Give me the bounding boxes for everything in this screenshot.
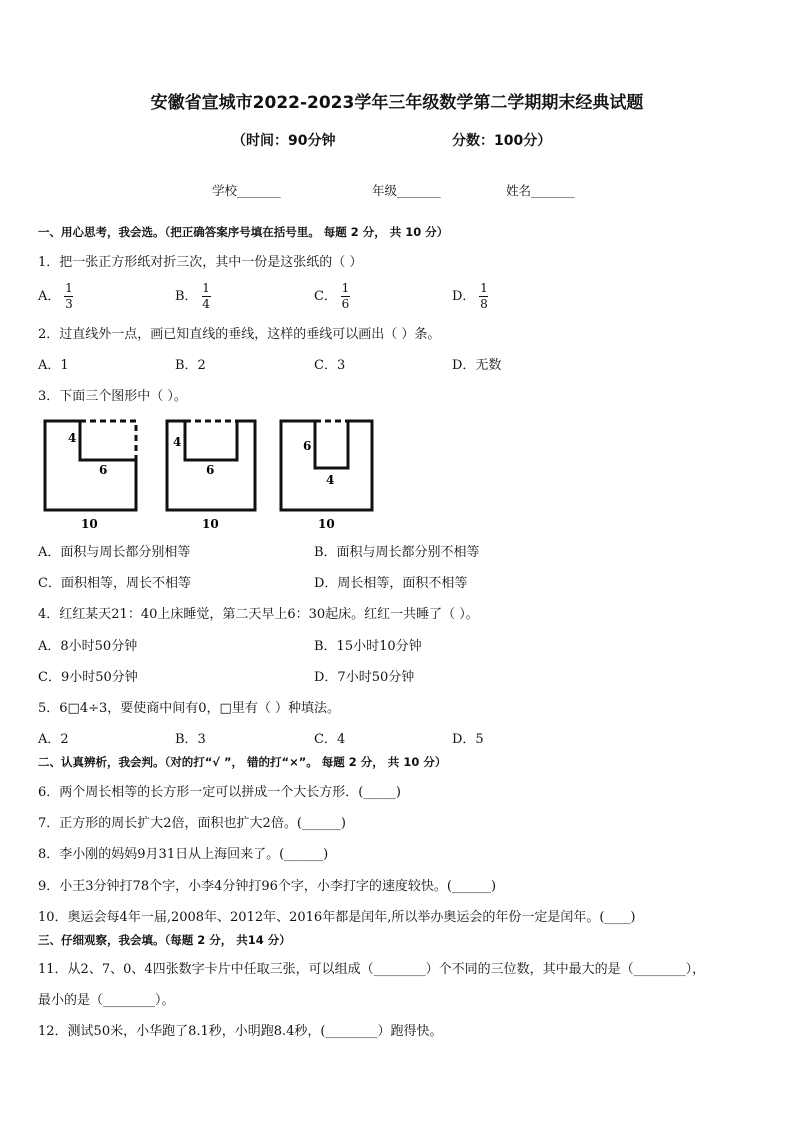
fig1-side-label: 4 (68, 431, 77, 445)
numerator: 1 (65, 281, 73, 295)
q5-option-c[interactable]: C．4 (314, 732, 346, 747)
q4-option-d[interactable]: D．7小时50分钟 (314, 670, 415, 685)
q4-option-b[interactable]: B．15小时10分钟 (314, 639, 422, 654)
exam-score: 分数：100分） (452, 133, 552, 149)
option-label: A． (38, 289, 61, 304)
fig3-base-label: 10 (318, 517, 335, 531)
numerator: 1 (202, 281, 210, 295)
question-12[interactable]: 12．测试50米，小华跑了8.1秒，小明跑8.4秒，(________）跑得快。 (38, 1024, 443, 1039)
q4-option-a[interactable]: A．8小时50分钟 (38, 639, 138, 654)
q1-option-a[interactable] (38, 282, 73, 311)
q1-option-b[interactable] (175, 282, 211, 311)
exam-title: 安徽省宣城市2022-2023学年三年级数学第二学期期末经典试题 (150, 93, 644, 113)
section-1-heading: 一、用心思考，我会选。（把正确答案序号填在括号里。 每题 2 分， 共 10 分） (38, 225, 449, 239)
section-2-heading: 二、认真辨析，我会判。（对的打“√ ”， 错的打“×”。 每题 2 分， 共 10 分） (38, 755, 447, 769)
section-3-heading: 三、仔细观察，我会填。（每题 2 分， 共14 分） (38, 933, 291, 947)
question-4-stem: 4．红红某天21：40上床睡觉，第二天早上6：30起床。红红一共睡了（ ）。 (38, 607, 479, 622)
fraction (479, 282, 488, 311)
fig3-inner-label: 4 (326, 473, 335, 487)
fraction (64, 282, 73, 311)
fraction (341, 282, 350, 311)
option-label: B． (175, 289, 198, 304)
fig2-base-label: 10 (202, 517, 219, 531)
q3-figure-3 (281, 421, 372, 531)
q2-option-b[interactable]: B．2 (175, 358, 206, 373)
question-8[interactable]: 8．李小刚的妈妈9月31日从上海回来了。(______) (38, 847, 329, 862)
question-11-line-1[interactable]: 11．从2、7、0、4四张数字卡片中任取三张，可以组成（________）个不同的三位数，其中最大的是（________）， (38, 962, 706, 977)
q2-option-d[interactable]: D．无数 (452, 358, 502, 373)
question-6[interactable]: 6．两个周长相等的长方形一定可以拼成一个大长方形．(_____) (38, 785, 401, 800)
numerator: 1 (480, 281, 488, 295)
option-label: C． (314, 289, 337, 304)
q3-figure-1 (45, 421, 136, 531)
q3-figure-2 (167, 421, 255, 531)
denominator: 8 (480, 297, 488, 311)
fig1-inner-label: 6 (99, 463, 108, 477)
exam-time: （时间：90分钟 (232, 133, 336, 149)
q3-option-b[interactable]: B．面积与周长都分别不相等 (314, 545, 480, 560)
fig2-inner-label: 6 (206, 463, 215, 477)
q1-option-c[interactable] (314, 282, 350, 311)
question-3-stem: 3．下面三个图形中（ ）。 (38, 389, 187, 404)
q3-option-d[interactable]: D．周长相等，面积不相等 (314, 576, 468, 591)
question-7[interactable]: 7．正方形的周长扩大2倍，面积也扩大2倍。(______) (38, 816, 346, 831)
question-11-line-2[interactable]: 最小的是（________）。 (38, 993, 175, 1008)
denominator: 6 (341, 297, 350, 311)
q5-option-d[interactable]: D．5 (452, 732, 484, 747)
option-label: D． (452, 289, 476, 304)
q4-option-c[interactable]: C．9小时50分钟 (38, 670, 138, 685)
numerator: 1 (341, 281, 350, 295)
denominator: 3 (65, 297, 73, 311)
q3-option-c[interactable]: C．面积相等，周长不相等 (38, 576, 191, 591)
question-2-stem: 2．过直线外一点，画已知直线的垂线，这样的垂线可以画出（ ）条。 (38, 327, 441, 342)
fraction (202, 282, 211, 311)
question-5-stem: 5．6□4÷3，要使商中间有0，□里有（ ）种填法。 (38, 701, 340, 716)
q5-option-a[interactable]: A．2 (38, 732, 69, 747)
q2-option-a[interactable]: A．1 (38, 358, 69, 373)
fig1-base-label: 10 (81, 517, 98, 531)
q1-option-d[interactable] (452, 282, 488, 311)
denominator: 4 (202, 297, 210, 311)
fig2-side-label: 4 (173, 435, 182, 449)
question-1-stem: 1．把一张正方形纸对折三次，其中一份是这张纸的（ ） (38, 255, 363, 270)
q3-option-a[interactable]: A．面积与周长都分别相等 (38, 545, 191, 560)
name-field[interactable]: 姓名_______ (506, 183, 575, 198)
question-10[interactable]: 10．奥运会每4年一届,2008年、2012年、2016年都是闰年,所以举办奥运会的年份一定是闰年。(____) (38, 910, 636, 925)
question-9[interactable]: 9．小王3分钟打78个字，小李4分钟打96个字，小李打字的速度较快。(______) (38, 879, 497, 894)
q2-option-c[interactable]: C．3 (314, 358, 346, 373)
school-field[interactable]: 学校_______ (212, 183, 281, 198)
grade-field[interactable]: 年级_______ (372, 183, 441, 198)
fig3-side-label: 6 (303, 439, 312, 453)
q3-figures (36, 414, 386, 534)
q5-option-b[interactable]: B．3 (175, 732, 206, 747)
